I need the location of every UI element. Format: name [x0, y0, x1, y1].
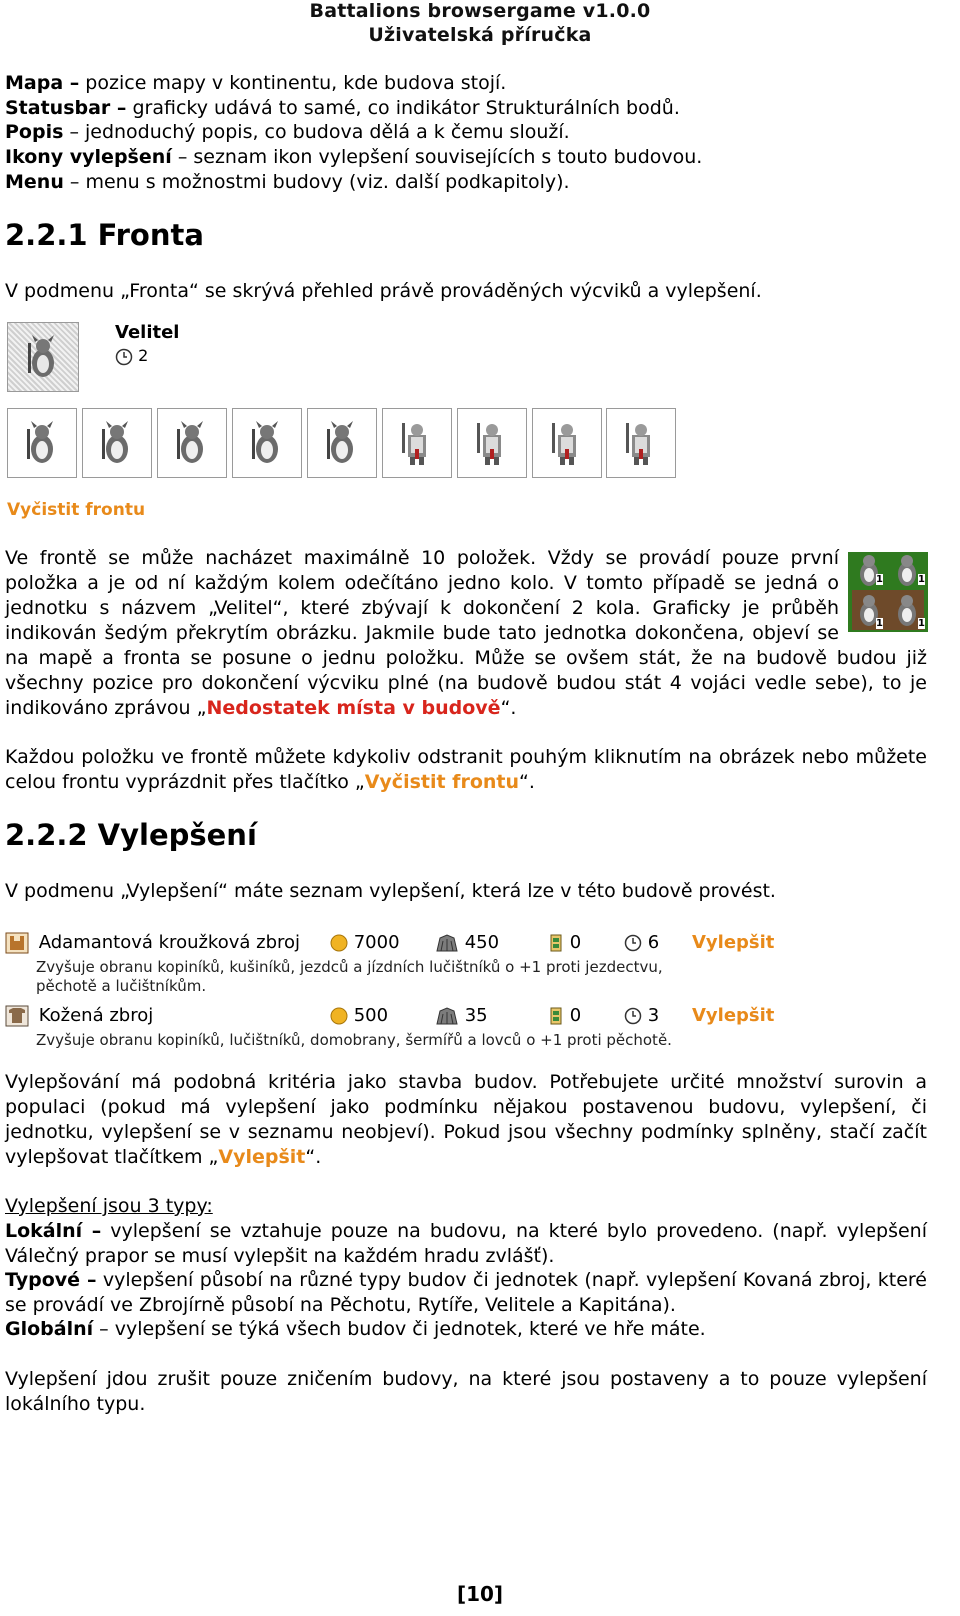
upgrade-criteria-paragraph: Vylepšování má podobná kritéria jako stavba budov. Potřebujete určité množství surovin a populaci (pokud má vylepšení jako podmínku nějakou postavenou budovu, vylepšení, či jednotku, vylepšení se v seznamu neobjeví). Pokud jsou všechny podmínky splněny, stačí začít vylepšovat tlačítkem „Vylepšit“. — [5, 1071, 927, 1168]
section-intro: V podmenu „Fronta“ se skrývá přehled právě prováděných výcviků a vylepšení. — [5, 280, 762, 302]
queue-item[interactable] — [457, 408, 527, 478]
iron-icon — [435, 1007, 459, 1025]
upgrade-type-typed: Typové – vylepšení působí na různé typy budov či jednotek (např. vylepšení Kovaná zbroj, které se provádí ve Zbrojírně působí na Pěchotu, Rytíře, Velitele a Kapitána). — [5, 1269, 927, 1316]
chainmail-armor-icon — [5, 932, 29, 954]
section-heading-vylepseni: 2.2.2 Vylepšení — [5, 818, 257, 852]
queue-item[interactable] — [606, 408, 676, 478]
tile-count: 1 — [918, 618, 925, 629]
section-heading-fronta: 2.2.1 Fronta — [5, 218, 204, 252]
gold-icon — [330, 1007, 348, 1025]
queue-item[interactable] — [82, 408, 152, 478]
upgrade-description: Zvyšuje obranu kopiníků, kušiníků, jezdců a jízdních lučištníků o +1 proti jezdectvu, pěchotě a lučištníkům. — [36, 958, 663, 995]
intro-item: Mapa – pozice mapy v kontinentu, kde budova stojí. — [5, 72, 507, 94]
gold-icon — [330, 934, 348, 952]
tile-count: 1 — [918, 574, 925, 585]
clock-icon — [115, 348, 133, 366]
upgrade-population: 0 — [548, 932, 581, 953]
intro-item: Ikony vylepšení – seznam ikon vylepšení souvisejících s touto budovou. — [5, 146, 703, 168]
iron-icon — [435, 934, 459, 952]
upgrade-row — [5, 932, 300, 954]
upgrade-name: Kožená zbroj — [38, 1005, 154, 1026]
intro-item: Menu – menu s možnostmi budovy (viz. další podkapitoly). — [5, 171, 570, 193]
upgrade-gold: 7000 — [330, 932, 400, 953]
queue-item[interactable] — [7, 408, 77, 478]
queue-item[interactable] — [157, 408, 227, 478]
upgrade-iron: 450 — [435, 932, 499, 953]
document-title: Battalions browsergame v1.0.0 — [309, 0, 651, 22]
commander-icon — [23, 333, 63, 381]
commander-unit-icon — [322, 419, 362, 467]
document-subtitle: Uživatelská příručka — [368, 24, 592, 46]
knight-unit-icon — [472, 419, 512, 467]
current-queue-unit-image[interactable] — [7, 322, 79, 392]
queue-description-paragraph: Ve frontě se může nacházet maximálně 10 položek. Vždy se provádí pouze první položka a je od ní každým kolem odečítáno jedno kolo. V tomto případě se jedná o jednotku s názvem „Velitel“, které zbývají k dokončení 2 kola. Graficky je průběh indikován šedým překrytím obrázku. Jakmile bude tato jednotka dokončena, objeví se na mapě a fronta se posune o jednu položku. Může se ovšem stát, že na budově budou již všechny pozice pro dokončení výcviku plné (na budově budou stát 4 vojáci vedle sebe), to je indikováno zprávou „Nedostatek místa v budově“. — [5, 547, 927, 719]
commander-unit-icon — [22, 419, 62, 467]
population-icon — [548, 933, 564, 953]
upgrade-button[interactable]: Vylepšit — [692, 1005, 775, 1026]
knight-unit-icon — [621, 419, 661, 467]
queue-item[interactable] — [232, 408, 302, 478]
queue-unit-turns: 2 — [115, 346, 148, 366]
population-icon — [548, 1006, 564, 1026]
upgrade-cancel-paragraph: Vylepšení jdou zrušit pouze zničením budovy, na které jsou postaveny a to pouze vylepšení lokálního typu. — [5, 1368, 927, 1415]
clock-icon — [624, 934, 642, 952]
upgrade-gold: 500 — [330, 1005, 388, 1026]
commander-unit-icon — [172, 419, 212, 467]
clear-queue-button[interactable]: Vyčistit frontu — [7, 500, 146, 520]
tile-count: 1 — [876, 618, 883, 629]
section-intro: V podmenu „Vylepšení“ máte seznam vylepšení, která lze v této budově provést. — [5, 880, 776, 902]
queue-unit-name: Velitel — [115, 322, 180, 343]
queue-remove-paragraph: Každou položku ve frontě můžete kdykoliv odstranit pouhým kliknutím na obrázek nebo můžete celou frontu vyprázdnit přes tlačítko „Vyčistit frontu“. — [5, 746, 927, 793]
upgrade-name: Adamantová kroužková zbroj — [38, 932, 301, 953]
upgrade-types-heading: Vylepšení jsou 3 typy: — [5, 1195, 213, 1217]
knight-unit-icon — [397, 419, 437, 467]
upgrade-type-global: Globální – vylepšení se týká všech budov či jednotek, které ve hře máte. — [5, 1318, 706, 1340]
commander-unit-icon — [97, 419, 137, 467]
upgrade-description: Zvyšuje obranu kopiníků, lučištníků, domobrany, šermířů a lovců o +1 proti pěchotě. — [36, 1031, 672, 1049]
leather-armor-icon — [5, 1005, 29, 1027]
intro-item: Statusbar – graficky udává to samé, co indikátor Strukturálních bodů. — [5, 97, 680, 119]
upgrade-turns: 6 — [624, 932, 659, 953]
clock-icon — [624, 1007, 642, 1025]
knight-unit-icon — [547, 419, 587, 467]
upgrade-row — [5, 1005, 153, 1027]
intro-item: Popis – jednoduchý popis, co budova dělá a k čemu slouží. — [5, 121, 570, 143]
queue-item[interactable] — [307, 408, 377, 478]
tile-count: 1 — [876, 574, 883, 585]
upgrade-type-local: Lokální – vylepšení se vztahuje pouze na budovu, na které bylo provedeno. (např. vylepšení Válečný prapor se musí vylepšit na každém hradu zvlášť). — [5, 1220, 927, 1267]
queue-item[interactable] — [532, 408, 602, 478]
commander-unit-icon — [247, 419, 287, 467]
queue-item[interactable] — [382, 408, 452, 478]
upgrade-iron: 35 — [435, 1005, 488, 1026]
upgrade-button[interactable]: Vylepšit — [692, 932, 775, 953]
page-number: [10] — [456, 1582, 504, 1606]
upgrade-population: 0 — [548, 1005, 581, 1026]
upgrade-turns: 3 — [624, 1005, 659, 1026]
